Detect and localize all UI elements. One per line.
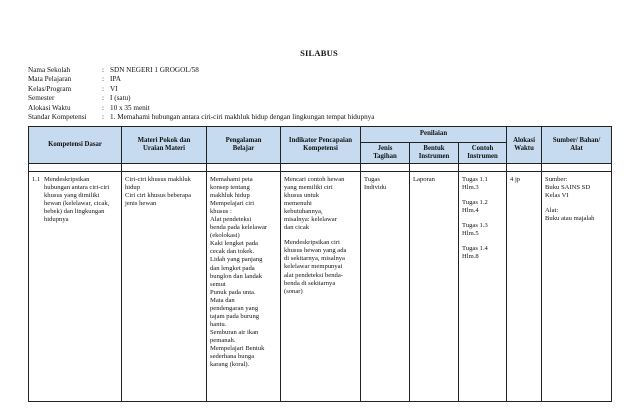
info-value: I (satu)	[110, 94, 131, 103]
text-line: karang (koral).	[210, 361, 250, 369]
info-separator: :	[102, 103, 104, 112]
gap-cell	[122, 164, 207, 172]
header-penilaian: Penilaian	[361, 127, 507, 143]
text-line: Mendeskripsikan	[44, 176, 90, 183]
header-sumber	[542, 127, 612, 164]
table-gap-row	[29, 164, 612, 172]
text-line: bunglon dan landak	[210, 272, 263, 280]
contoh-page: Hlm.4	[462, 207, 479, 215]
info-separator: :	[102, 75, 104, 84]
gap-cell	[207, 164, 281, 172]
text-line: Memahami peta	[210, 176, 253, 183]
document-title: SILABUS	[300, 48, 338, 58]
text-line: khusus untuk	[284, 192, 319, 200]
gap-cell	[542, 164, 612, 172]
header-indikator	[281, 127, 361, 164]
text-line: hidupnya	[44, 216, 69, 224]
info-row-time	[28, 104, 374, 113]
header-line: Waktu	[514, 145, 534, 152]
gap-cell	[281, 164, 361, 172]
header-line: Alat	[570, 145, 583, 152]
text-line: kebutuhannya,	[284, 208, 323, 216]
text-line: Alat pendeteksi	[210, 216, 252, 224]
text-line: (ekolokasi)	[210, 232, 240, 240]
info-value: IPA	[110, 75, 121, 84]
header-line: Jenis	[377, 144, 393, 152]
text-line: Tugas	[364, 176, 380, 183]
cell-indikator	[281, 172, 361, 402]
gap-cell	[29, 164, 122, 172]
text-line: Ciri-ciri khusus makhluk	[125, 176, 191, 183]
text-line: Mendeskripsikan ciri	[284, 239, 340, 247]
gap-cell	[507, 164, 542, 172]
header-line: Materi Pokok dan	[137, 136, 191, 144]
header-materi	[122, 127, 207, 164]
info-row-semester	[28, 94, 374, 103]
spacer	[462, 192, 503, 199]
text-line: pemanah.	[210, 336, 236, 344]
text-line: 4 jp	[510, 176, 521, 183]
info-key: Kelas/Program	[28, 84, 72, 93]
text-line: jenis hewan	[125, 200, 157, 208]
contoh-label: Tugas 1.3	[462, 222, 488, 230]
info-row-competency	[28, 113, 374, 122]
info-key: Alokasi Waktu	[28, 103, 71, 112]
info-key: Semester	[28, 94, 55, 103]
text-line: Punuk pada unta.	[210, 288, 256, 296]
text-line: Mempelajari ciri	[210, 200, 255, 208]
header-line: Bentuk	[423, 144, 445, 152]
text-line: benda pada kelelawar	[210, 224, 268, 232]
text-line: memenuhi	[284, 200, 312, 208]
header-line: Uraian Materi	[142, 145, 186, 152]
info-value: 10 x 35 menit	[110, 103, 150, 112]
table-row	[29, 172, 612, 402]
text-line: Mencari contoh hewan	[284, 176, 345, 183]
cell-materi	[122, 172, 207, 402]
contoh-label: Tugas 1.2	[462, 199, 488, 207]
text-line: Lidah yang panjang	[210, 256, 263, 264]
info-row-class	[28, 85, 374, 94]
text-line: Individu	[364, 184, 387, 192]
spacer	[462, 238, 503, 245]
text-line: misalnya: kelelawar	[284, 216, 337, 224]
text-line: Alat:	[545, 207, 559, 215]
header-contoh	[459, 143, 507, 164]
info-separator: :	[102, 84, 104, 93]
text-line: hidup	[125, 184, 141, 192]
spacer	[462, 215, 503, 222]
header-alokasi	[507, 127, 542, 164]
kd-number: 1.1	[32, 176, 41, 183]
text-line: alat pendeteksi benda-	[284, 271, 343, 279]
header-line: Pengalaman	[225, 136, 262, 144]
header-line: Tagihan	[373, 153, 397, 160]
header-line: Instrumen	[418, 153, 450, 160]
text-line: Ciri ciri khusus beberapa	[125, 192, 192, 200]
header-line: Sumber/ Bahan/	[552, 136, 601, 144]
text-line: dan cicak	[284, 224, 310, 232]
text-line: hubungan antara ciri-ciri	[44, 184, 110, 192]
info-key: Standar Kompetensi	[28, 113, 87, 122]
cell-kompetensi-dasar	[29, 172, 122, 402]
info-row-subject	[28, 75, 374, 84]
header-bentuk	[410, 143, 459, 164]
header-kompetensi-dasar: Kompetensi Dasar	[29, 127, 122, 164]
text-line: pendengaran yang	[210, 304, 259, 312]
text-line: (sonar)	[284, 287, 303, 295]
text-line: dan lengket pada	[210, 264, 255, 272]
text-line: Mata dan	[210, 296, 235, 304]
cell-bentuk-instrumen	[410, 172, 459, 402]
header-line: Kompetensi	[303, 145, 338, 152]
text-line: Semburan air ikan	[210, 328, 259, 336]
contoh-page: Hlm.5	[462, 230, 479, 238]
gap-cell	[361, 164, 410, 172]
contoh-page: Hlm.8	[462, 253, 479, 261]
text-line: Mempelajari Bentuk	[210, 344, 265, 352]
info-key: Nama Sekolah	[28, 66, 71, 74]
text-line: Sumber:	[545, 176, 568, 183]
text-line: khusus hewan yang ada	[284, 247, 347, 255]
contoh-page: Hlm.3	[462, 184, 479, 192]
cell-contoh-instrumen	[459, 172, 507, 402]
text-line: konsep tentang	[210, 184, 250, 192]
header-line: Indikator Pencapaian	[288, 136, 353, 144]
text-line: Kaki lengket pada	[210, 240, 258, 248]
info-value: SDN NEGERI 1 GROGOL/58	[110, 66, 199, 74]
text-line: Buku atau majalah	[545, 215, 595, 223]
text-line: Laporan	[413, 176, 435, 183]
text-line: di sekitarnya, misalnya	[284, 255, 345, 263]
text-line: tajam pada burung	[210, 312, 260, 320]
text-line: benda di sekitarnya	[284, 279, 336, 287]
gap-cell	[410, 164, 459, 172]
contoh-label: Tugas 1.4	[462, 245, 488, 253]
text-line: yang memiliki ciri	[284, 184, 333, 192]
text-line: hantu.	[210, 320, 227, 328]
text-line: bebek) dan lingkungan	[44, 208, 105, 216]
header-jenis	[361, 143, 410, 164]
header-line: Contoh	[471, 144, 494, 152]
text-line: khusus :	[210, 208, 232, 216]
info-separator: :	[102, 113, 104, 122]
header-pengalaman	[207, 127, 281, 164]
syllabus-table	[28, 126, 612, 402]
text-line: semut	[210, 280, 226, 288]
text-line: cecak dan tokek.	[210, 248, 255, 256]
info-value: VI	[110, 84, 118, 93]
info-block	[28, 66, 374, 122]
cell-alokasi-waktu	[507, 172, 542, 402]
header-line: Instrumen	[467, 153, 498, 160]
info-row-school	[28, 66, 374, 75]
cell-sumber	[542, 172, 612, 402]
text-line: sederhana bunga	[210, 353, 255, 361]
info-separator: :	[102, 66, 104, 74]
text-line: hewan (kelelawar, cicak,	[44, 200, 110, 208]
kd-text	[44, 176, 109, 224]
gap-cell	[459, 164, 507, 172]
text-line: kelelawar mempunyai	[284, 263, 343, 271]
kd-item	[32, 176, 118, 224]
text-line: Buku SAINS SD	[545, 184, 591, 192]
info-value: 1. Memahami hubungan antara ciri-ciri makhluk hidup dengan lingkungan tempat hidupnya	[110, 113, 375, 122]
info-key: Mata Pelajaran	[28, 75, 72, 84]
cell-jenis-tagihan	[361, 172, 410, 402]
text-line: makhluk hidup	[210, 192, 250, 200]
header-line: Belajar	[232, 145, 255, 152]
spacer	[284, 232, 357, 239]
header-line: Alokasi	[513, 136, 535, 144]
text-line: Kelas VI	[545, 192, 569, 200]
cell-pengalaman	[207, 172, 281, 402]
spacer	[545, 200, 608, 207]
info-separator: :	[102, 94, 104, 103]
contoh-label: Tugas 1.1	[462, 176, 488, 183]
text-line: khusus yang dimiliki	[44, 192, 100, 200]
